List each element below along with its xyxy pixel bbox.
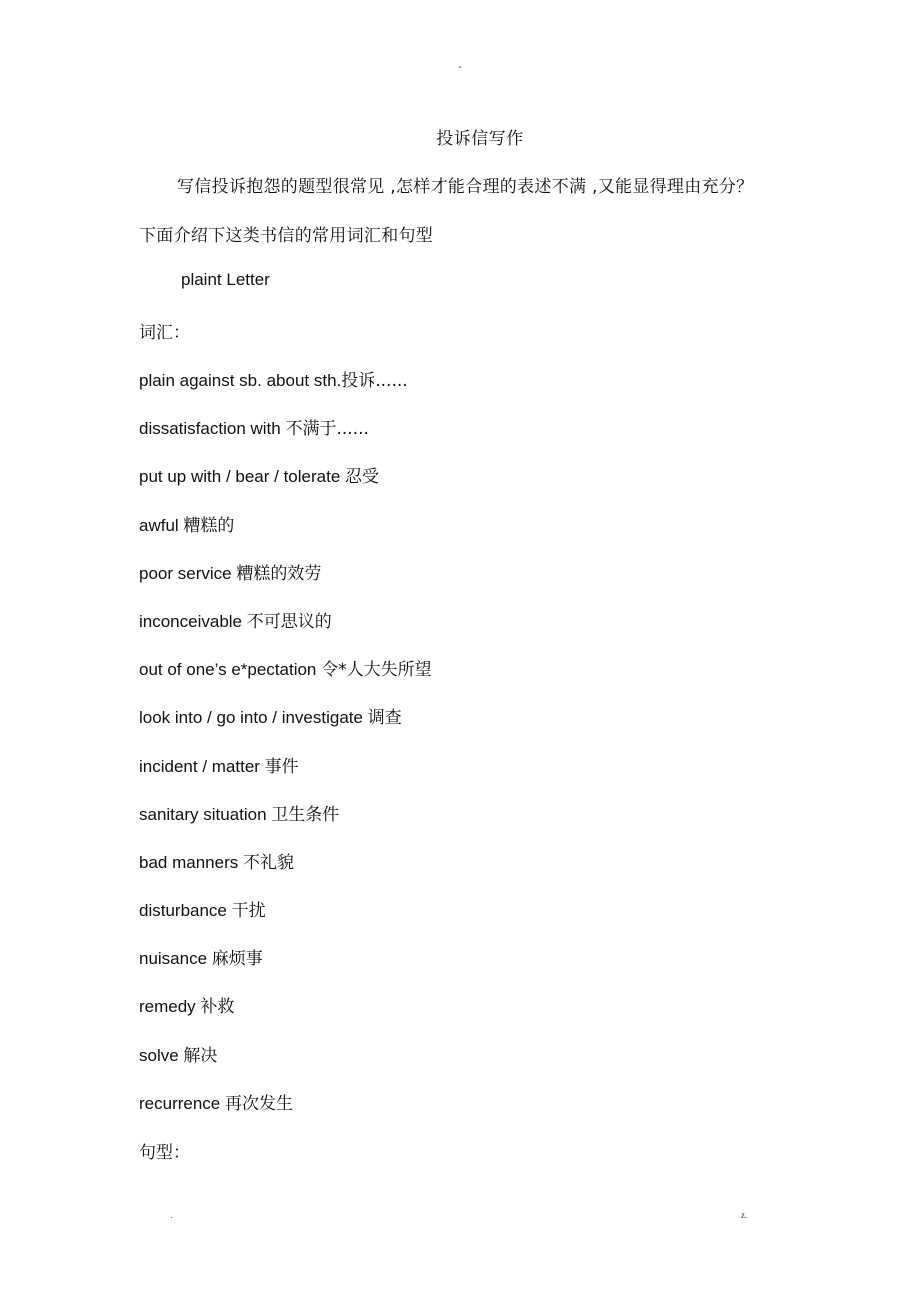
vocabulary-term-zh: 糟糕的效劳 bbox=[236, 563, 322, 584]
vocabulary-term-zh: 补救 bbox=[200, 997, 235, 1018]
vocabulary-term-zh: 不满于...... bbox=[285, 419, 369, 440]
vocabulary-term-zh: 不可思议的 bbox=[246, 611, 332, 632]
vocabulary-term-en: solve bbox=[139, 1045, 184, 1065]
intro-paragraph-line-1: 写信投诉抱怨的题型很常见 ,怎样才能合理的表述不满 ,又能显得理由充分？ bbox=[177, 177, 754, 197]
vocabulary-item bbox=[139, 703, 432, 751]
vocabulary-term-en: disturbance bbox=[139, 901, 232, 921]
vocabulary-item bbox=[139, 366, 432, 414]
vocabulary-term-en: plain against sb. about sth. bbox=[139, 371, 342, 390]
vocabulary-term-en: poor service bbox=[139, 563, 237, 583]
vocabulary-heading: 词汇： bbox=[139, 323, 190, 343]
page-title: 投诉信写作 bbox=[436, 129, 524, 149]
vocabulary-item bbox=[139, 896, 432, 944]
vocabulary-term-zh: 卫生条件 bbox=[271, 804, 340, 825]
page-footer-left: . bbox=[170, 1210, 173, 1220]
vocabulary-term-zh: 事件 bbox=[264, 756, 299, 777]
vocabulary-item bbox=[139, 655, 432, 703]
vocabulary-term-en: look into / go into / investigate bbox=[139, 708, 368, 728]
vocabulary-item bbox=[139, 1089, 432, 1137]
vocabulary-item bbox=[139, 462, 432, 510]
vocabulary-term-en: nuisance bbox=[139, 949, 212, 969]
vocabulary-item bbox=[139, 414, 432, 462]
vocabulary-term-en: remedy bbox=[139, 997, 201, 1017]
vocabulary-term-zh: 忍受 bbox=[345, 467, 380, 488]
vocabulary-list bbox=[139, 366, 432, 1137]
vocabulary-item bbox=[139, 848, 432, 896]
vocabulary-item bbox=[139, 607, 432, 655]
vocabulary-item bbox=[139, 1041, 432, 1089]
sentence-patterns-heading: 句型： bbox=[139, 1143, 190, 1163]
vocabulary-term-en: dissatisfaction with bbox=[139, 419, 286, 439]
vocabulary-item bbox=[139, 752, 432, 800]
vocabulary-term-zh: 再次发生 bbox=[224, 1093, 293, 1114]
vocabulary-term-zh: 不礼貌 bbox=[242, 852, 294, 873]
vocabulary-term-zh: 投诉...... bbox=[341, 371, 408, 391]
vocabulary-item bbox=[139, 559, 432, 607]
vocabulary-term-en: awful bbox=[139, 515, 184, 535]
vocabulary-term-en: bad manners bbox=[139, 852, 243, 872]
vocabulary-term-en: inconceivable bbox=[139, 611, 247, 631]
vocabulary-term-en: sanitary situation bbox=[139, 804, 272, 824]
vocabulary-term-en: put up with / bear / tolerate bbox=[139, 467, 346, 487]
page-header-mark: - bbox=[458, 62, 462, 73]
vocabulary-term-en: recurrence bbox=[139, 1093, 225, 1113]
vocabulary-item bbox=[139, 511, 432, 559]
vocabulary-term-en: out of one’s e*pectation bbox=[139, 660, 322, 680]
vocabulary-term-en: incident / matter bbox=[139, 756, 265, 776]
vocabulary-term-zh: 干扰 bbox=[231, 901, 266, 922]
page-footer-right: z. bbox=[741, 1210, 748, 1220]
vocabulary-item bbox=[139, 992, 432, 1040]
intro-paragraph-line-2: 下面介绍下这类书信的常用词汇和句型 bbox=[139, 226, 434, 246]
vocabulary-term-zh: 调查 bbox=[367, 708, 402, 729]
vocabulary-item bbox=[139, 944, 432, 992]
section-subtitle: plaint Letter bbox=[181, 270, 270, 289]
vocabulary-item bbox=[139, 800, 432, 848]
vocabulary-term-zh: 糟糕的 bbox=[183, 515, 235, 536]
vocabulary-term-zh: 解决 bbox=[183, 1045, 218, 1066]
vocabulary-term-zh: 令*人大失所望 bbox=[321, 660, 432, 681]
vocabulary-term-zh: 麻烦事 bbox=[211, 949, 263, 970]
